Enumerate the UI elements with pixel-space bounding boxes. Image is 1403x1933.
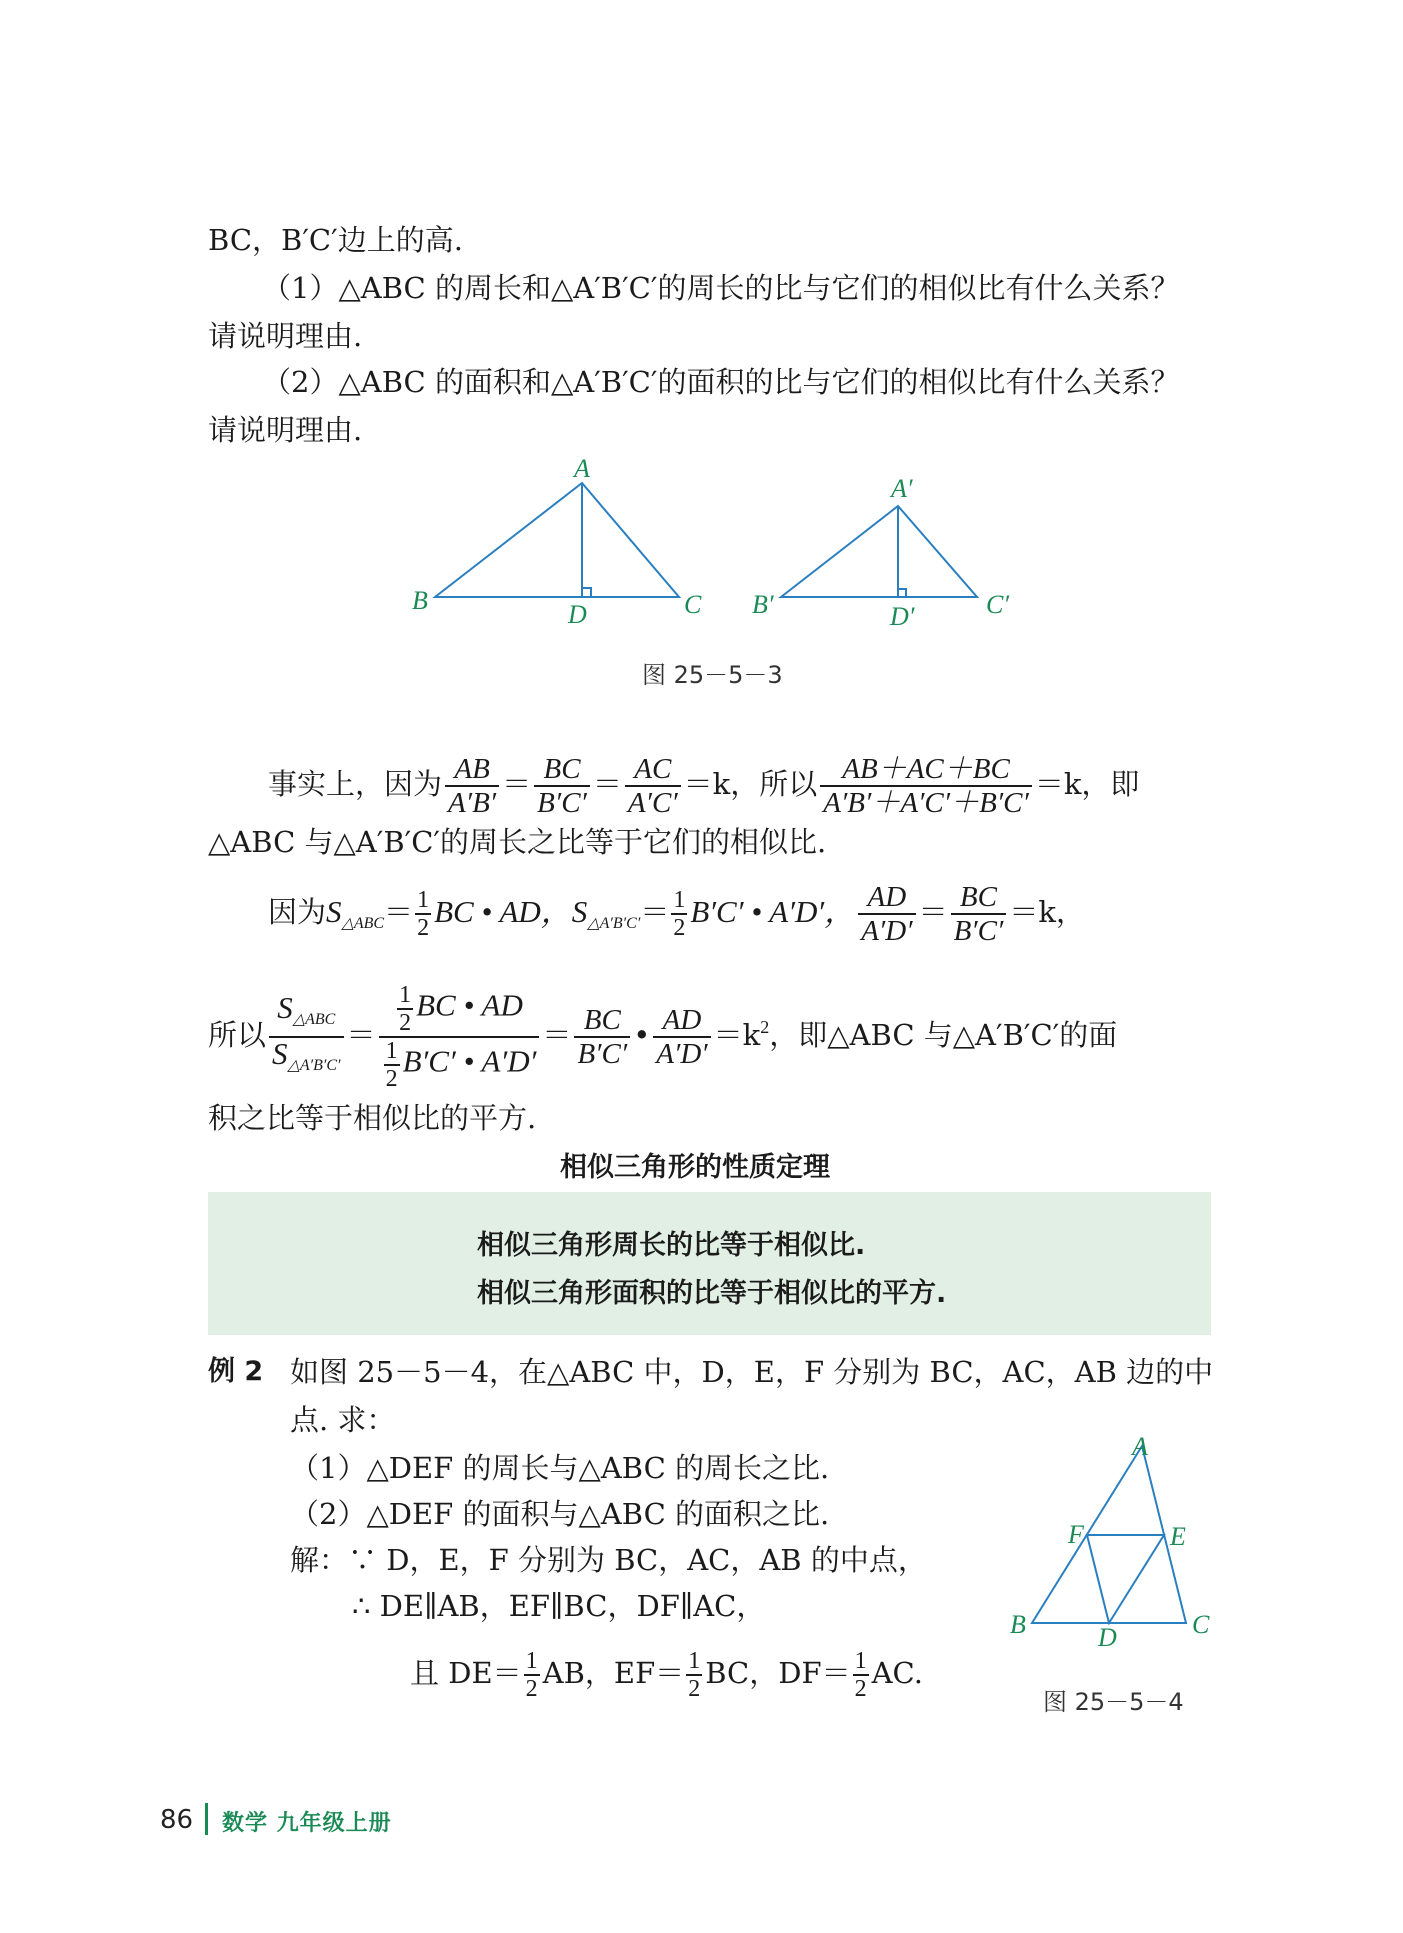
fig2-label-d: D: [1098, 1623, 1117, 1652]
theorem-line-1: 相似三角形周长的比等于相似比.: [477, 1230, 866, 1261]
theorem-title: 相似三角形的性质定理: [560, 1152, 830, 1183]
question-1-line-1: （1）△ABC 的周长和△A′B′C′的周长的比与它们的相似比有什么关系？: [262, 271, 1180, 305]
example-line-1: 如图 25－5－4，在△ABC 中，D，E，F 分别为 BC，AC，AB 边的中: [290, 1355, 1214, 1389]
fraction-perimeter-sum: $\frac{AB+AC+BC}{A'B'+A'C'+B'C'}$: [820, 753, 1032, 819]
right-angle-mark-d2: [898, 589, 906, 597]
fig2-label-f: F: [1068, 1520, 1084, 1549]
solution-line-3: 且 DE＝ $\frac{1}{2}$ AB，EF＝ $\frac{1}{2}$ BC，DF＝ $\frac{1}{2}$ AC.: [410, 1648, 923, 1702]
area-proof-line-2: 所以 $S_{\triangle ABC}$ $S_{\triangle A'B'C'}$ ＝ $\frac{1}{2}$ BC • AD $\frac{1}{2}$ B′C′ • A′D′ ＝ $\frac{BC}{B'C'}$ • $\frac{AD}{A'D'}$ $=k^2$，即△ABC 与△A′B′C′的面: [208, 982, 1118, 1092]
fraction-ad-2: $\frac{AD}{A'D'}$: [653, 1004, 710, 1070]
example-question-1: （1）△DEF 的周长与△ABC 的周长之比.: [290, 1451, 830, 1485]
fig1-label-a: A: [574, 454, 590, 483]
figure-25-5-4: [0, 1400, 1403, 1700]
fraction-ad: $\frac{AD}{A'D'}$: [858, 881, 915, 947]
theorem-line-2: 相似三角形面积的比等于相似比的平方.: [477, 1278, 947, 1309]
fraction-one-half: $\frac{1}{2}$: [854, 1648, 867, 1702]
triangle-def: [1087, 1535, 1164, 1623]
page-number: 86: [160, 1805, 194, 1835]
fraction-bc-3: $\frac{BC}{B'C'}$: [574, 1004, 630, 1070]
fraction-bc-2: $\frac{BC}{B'C'}$: [951, 881, 1007, 947]
fig2-label-e: E: [1170, 1522, 1186, 1551]
question-2-line-1: （2）△ABC 的面积和△A′B′C′的面积的比与它们的相似比有什么关系？: [262, 365, 1180, 399]
area-proof-line-1: 因为$S_{\triangle ABC}=$ $\frac{1}{2}$ BC • AD，$S_{\triangle A'B'C'}=$ $\frac{1}{2}$ B′C′ • A′D′， $\frac{AD}{A'D'}$ ＝ $\frac{BC}{B'C'}$ ＝k，: [268, 881, 1085, 947]
example-label: 例 2: [208, 1356, 264, 1387]
fig1-label-b: B: [412, 586, 428, 615]
figure-caption-25-5-4: 图 25－5－4: [1043, 1688, 1184, 1716]
right-angle-mark-d: [582, 588, 591, 597]
figure-caption-25-5-3: 图 25－5－3: [642, 661, 783, 689]
fraction-compound: $\frac{1}{2}$ BC • AD $\frac{1}{2}$ B′C′ • A′D′: [379, 982, 540, 1092]
solution-line-1: 解：∵ D，E，F 分别为 BC，AC，AB 的中点，: [290, 1543, 927, 1577]
fraction-ab: $\frac{AB}{A'B'}$: [445, 753, 499, 819]
fig2-label-a: A: [1132, 1432, 1148, 1461]
fig2-label-b: B: [1010, 1610, 1026, 1639]
fig1-label-d: D: [568, 600, 587, 629]
area-proof-line-3: 积之比等于相似比的平方.: [208, 1101, 537, 1135]
figure-25-5-3: [0, 0, 1403, 700]
fig1-label-c-prime: C′: [986, 590, 1010, 619]
fraction-one-half: $\frac{1}{2}$: [525, 1648, 538, 1702]
fraction-ac: $\frac{AC}{A'C'}$: [625, 753, 681, 819]
fig1-label-c: C: [684, 590, 702, 619]
fig1-label-a-prime: A′: [891, 474, 913, 503]
triangle-abc: [435, 483, 679, 597]
example-line-2: 点. 求：: [290, 1403, 396, 1437]
fraction-one-half: $\frac{1}{2}$: [417, 887, 430, 941]
book-title: 数学 九年级上册: [222, 1811, 392, 1836]
example-question-2: （2）△DEF 的面积与△ABC 的面积之比.: [290, 1497, 830, 1531]
question-1-line-2: 请说明理由.: [208, 319, 363, 353]
solution-line-2: ∴ DE∥AB，EF∥BC，DF∥AC，: [352, 1589, 766, 1623]
intro-line: BC，B′C′边上的高.: [208, 223, 463, 257]
triangle-a2b2c2: [781, 506, 977, 597]
perimeter-proof-line-1: 事实上，因为 $\frac{AB}{A'B'}$ ＝ $\frac{BC}{B'C'}$ ＝ $\frac{AC}{A'C'}$ ＝k，所以 $\frac{AB+AC+BC}{A'B'+A'C'+B'C'}$ ＝k，即: [268, 753, 1140, 819]
fraction-bc: $\frac{BC}{B'C'}$: [534, 753, 590, 819]
question-2-line-2: 请说明理由.: [208, 413, 363, 447]
fig2-label-c: C: [1192, 1610, 1210, 1639]
perimeter-proof-line-2: △ABC 与△A′B′C′的周长之比等于它们的相似比.: [208, 825, 827, 859]
fraction-one-half: $\frac{1}{2}$: [688, 1648, 701, 1702]
footer-divider: [205, 1803, 208, 1835]
fraction-one-half: $\frac{1}{2}$: [673, 887, 686, 941]
fig1-label-d-prime: D′: [890, 602, 915, 631]
fraction-area-ratio: $S_{\triangle ABC}$ $S_{\triangle A'B'C'}$: [269, 992, 344, 1082]
fig1-label-b-prime: B′: [752, 590, 774, 619]
perimeter-proof-lead: 事实上，因为: [268, 767, 443, 801]
